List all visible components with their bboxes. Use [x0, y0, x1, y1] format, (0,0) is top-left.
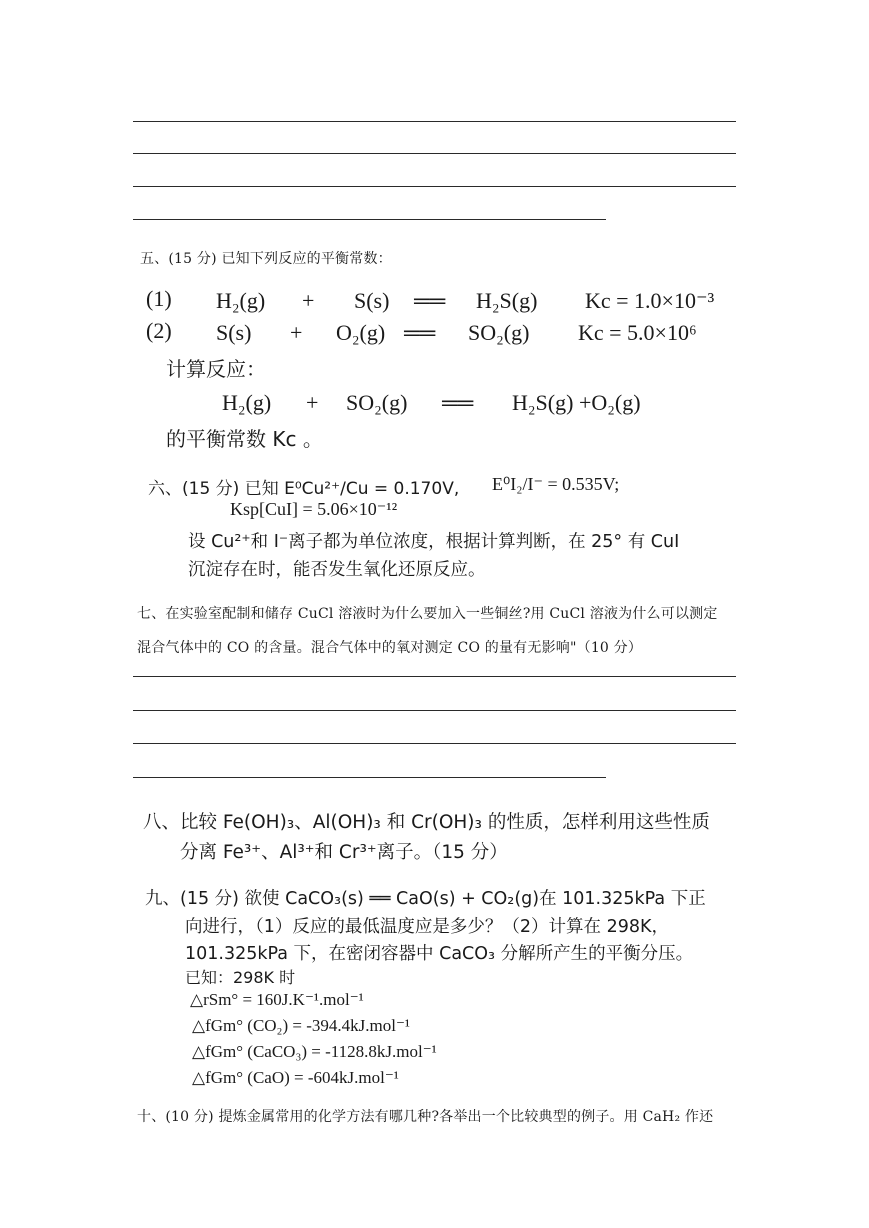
q7-line1: 七、在实验室配制和储存 CuCl 溶液时为什么要加入一些铜丝?用 CuCl 溶液为什么可以测定 — [137, 606, 718, 622]
q5-r2-arrow: ══ — [404, 320, 436, 345]
q5-r2-plus: + — [290, 320, 303, 345]
q6-line2: Ksp[CuI] = 5.06×10⁻¹² — [230, 499, 398, 519]
q5-r2-prod: SO₂(g) — [468, 320, 530, 345]
q5-r2-b: O₂(g) — [336, 320, 386, 345]
q10-line1: 十、(10 分) 提炼金属常用的化学方法有哪几种?各举出一个比较典型的例子。用 CaH₂ 作还 — [137, 1109, 714, 1125]
q5-r1-a: H₂(g) — [216, 288, 266, 313]
q7-line2: 混合气体中的 CO 的含量。混合气体中的氧对测定 CO 的量有无影响"（10 分） — [137, 640, 643, 656]
q5-r2-k: Kc = 5.0×10⁶ — [578, 320, 697, 345]
q5-t-a: H₂(g) — [222, 390, 272, 415]
q5-r2-num: (2) — [146, 318, 172, 343]
q9-data-2: △fGm° (CO₂) = -394.4kJ.mol⁻¹ — [192, 1016, 411, 1035]
q5-t-plus: + — [306, 390, 319, 415]
q9-data-3: △fGm° (CaCO₃) = -1128.8kJ.mol⁻¹ — [192, 1042, 437, 1061]
q5-r1-b: S(s) — [354, 288, 390, 313]
q5-t-b: SO₂(g) — [346, 390, 408, 415]
q9-line2: 向进行，（1）反应的最低温度应是多少？（2）计算在 298K， — [185, 917, 669, 937]
q6-line3: 设 Cu²⁺和 I⁻离子都为单位浓度，根据计算判断，在 25° 有 CuI — [188, 532, 680, 552]
q5-t-arrow: ══ — [442, 390, 474, 415]
q5-r1-num: (1) — [146, 286, 172, 311]
q5-title: 五、(15 分) 已知下列反应的平衡常数： — [140, 251, 392, 267]
q9-line1: 九、(15 分) 欲使 CaCO₃(s) ══ CaO(s) + CO₂(g)在 101.325kPa 下正 — [145, 889, 706, 909]
q5-t-prod: H₂S(g) +O₂(g) — [512, 390, 641, 415]
answer-line — [133, 743, 736, 744]
q5-r1-arrow: ══ — [414, 288, 446, 313]
q9-data-1: △rSm° = 160J.K⁻¹.mol⁻¹ — [190, 990, 364, 1009]
q6-line1: 六、(15 分) 已知 E⁰Cu²⁺/Cu = 0.170V, — [148, 479, 460, 499]
q8-line2: 分离 Fe³⁺、Al³⁺和 Cr³⁺离子。（15 分） — [180, 842, 508, 863]
q6-line1b: E⁰I₂/I⁻ = 0.535V; — [492, 474, 620, 494]
q5-ask: 的平衡常数 Kc 。 — [166, 427, 323, 451]
answer-line — [133, 186, 736, 187]
answer-line — [133, 710, 736, 711]
q5-r1-plus: + — [302, 288, 315, 313]
q9-line3: 101.325kPa 下，在密闭容器中 CaCO₃ 分解所产生的平衡分压。 — [185, 944, 694, 964]
q9-line4: 已知：298K 时 — [185, 968, 296, 987]
q9-data-4: △fGm° (CaO) = -604kJ.mol⁻¹ — [192, 1068, 399, 1087]
answer-line — [133, 676, 736, 677]
q5-r1-prod: H₂S(g) — [476, 288, 538, 313]
answer-line — [133, 777, 606, 778]
q5-calc-label: 计算反应： — [166, 357, 266, 381]
q5-r2-a: S(s) — [216, 320, 252, 345]
answer-line — [133, 219, 606, 220]
q6-line4: 沉淀存在时，能否发生氧化还原反应。 — [188, 560, 486, 580]
q5-r1-k: Kc = 1.0×10⁻³ — [585, 288, 715, 313]
answer-line — [133, 121, 736, 122]
q8-line1: 八、比较 Fe(OH)₃、Al(OH)₃ 和 Cr(OH)₃ 的性质，怎样利用这些性质 — [143, 812, 710, 833]
answer-line — [133, 153, 736, 154]
